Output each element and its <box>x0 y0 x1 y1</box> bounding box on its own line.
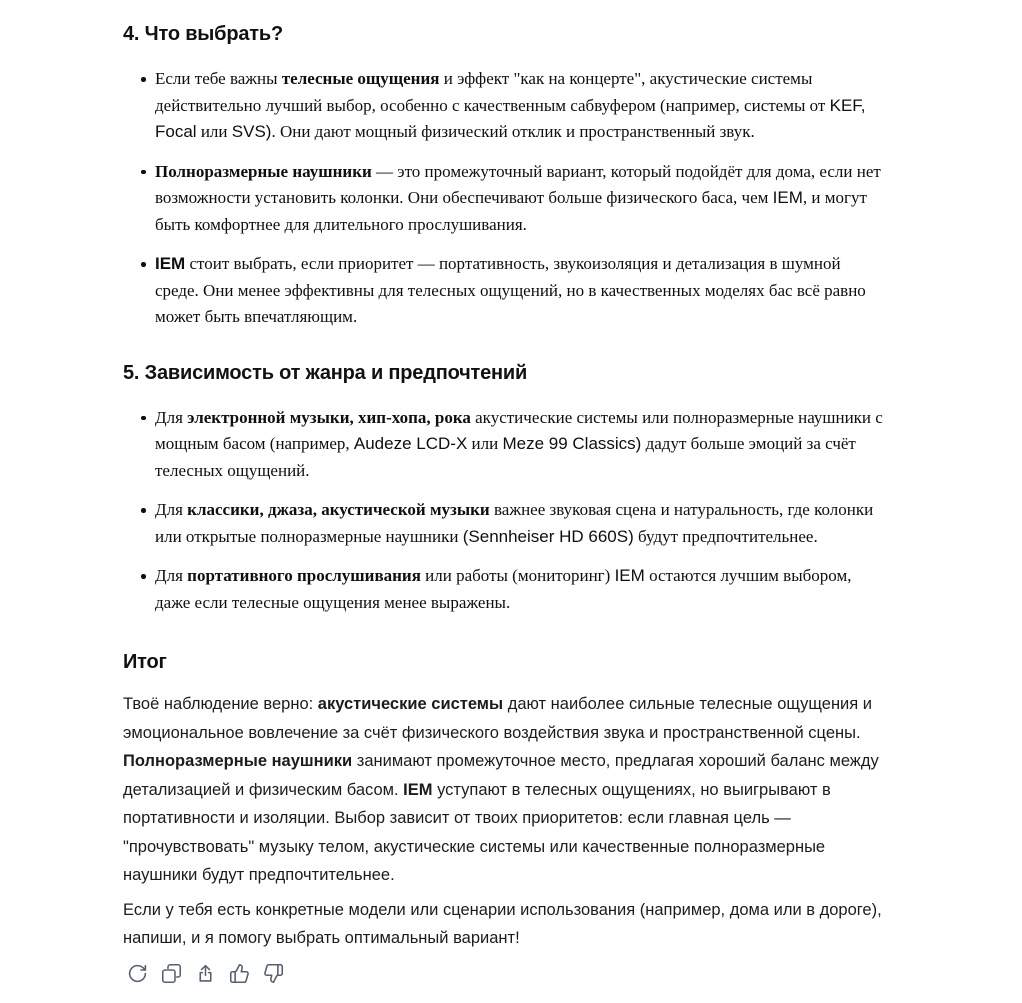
regenerate-icon <box>127 963 148 984</box>
copy-button[interactable] <box>161 963 182 984</box>
message-actions-toolbar <box>127 963 885 984</box>
list-item: Для классики, джаза, акустической музыки важнее звуковая сцена и натуральность, где колонки или открытые полноразмерные наушники (Sennheiser HD 660S) будут предпочтительнее. <box>123 497 885 550</box>
list-item: IEM стоит выбрать, если приоритет — портативность, звукоизоляция и детализация в шумной среде. Они менее эффективны для телесных ощущений, но в качественных моделях бас всё равно может быть впечатляющим. <box>123 251 885 331</box>
thumbs-up-icon <box>229 963 250 984</box>
share-button[interactable] <box>195 963 216 984</box>
thumbs-up-button[interactable] <box>229 963 250 984</box>
section-heading-4: 4. Что выбрать? <box>123 23 283 45</box>
list-item: Для портативного прослушивания или работы (мониторинг) IEM остаются лучшим выбором, даже если телесные ощущения менее выражены. <box>123 563 885 616</box>
summary-paragraph: Если у тебя есть конкретные модели или сценарии использования (например, дома или в дороге), напиши, и я помогу выбрать оптимальный вариант! <box>123 900 882 947</box>
share-icon <box>195 963 216 984</box>
section-heading-5: 5. Зависимость от жанра и предпочтений <box>123 361 528 384</box>
thumbs-down-icon <box>263 963 284 984</box>
thumbs-down-button[interactable] <box>263 963 284 984</box>
assistant-message <box>123 20 885 984</box>
list-item: Если тебе важны телесные ощущения и эффект "как на концерте", акустические системы действительно лучший выбор, особенно с качественным сабвуфером (например, системы от KEF, Focal или SVS). Они дают мощный физический отклик и пространственный звук. <box>123 66 885 146</box>
section4-bullet-list <box>123 66 885 331</box>
summary-heading: Итог <box>123 651 167 673</box>
summary-paragraph: Твоё наблюдение верно: акустические системы дают наиболее сильные телесные ощущения и эмоциональное вовлечение за счёт физического воздействия звука и пространственной сцены. Полноразмерные наушники занимают промежуточное место, предлагая хороший баланс между детализацией и физическим басом. IEM уступают в телесных ощущениях, но выигрывают в портативности и изоляции. Выбор зависит от твоих приоритетов: если главная цель — "прочувствовать" музыку телом, акустические системы или качественные полноразмерные наушники будут предпочтительнее. <box>123 695 879 884</box>
list-item: Для электронной музыки, хип-хопа, рока акустические системы или полноразмерные наушники с мощным басом (например, Audeze LCD-X или Meze 99 Classics) дадут больше эмоций за счёт телесных ощущений. <box>123 405 885 485</box>
section5-bullet-list <box>123 405 885 617</box>
regenerate-button[interactable] <box>127 963 148 984</box>
copy-icon <box>161 963 182 984</box>
list-item: Полноразмерные наушники — это промежуточный вариант, который подойдёт для дома, если нет возможности установить колонки. Они обеспечивают больше физического баса, чем IEM, и могут быть комфортнее для длительного прослушивания. <box>123 159 885 239</box>
